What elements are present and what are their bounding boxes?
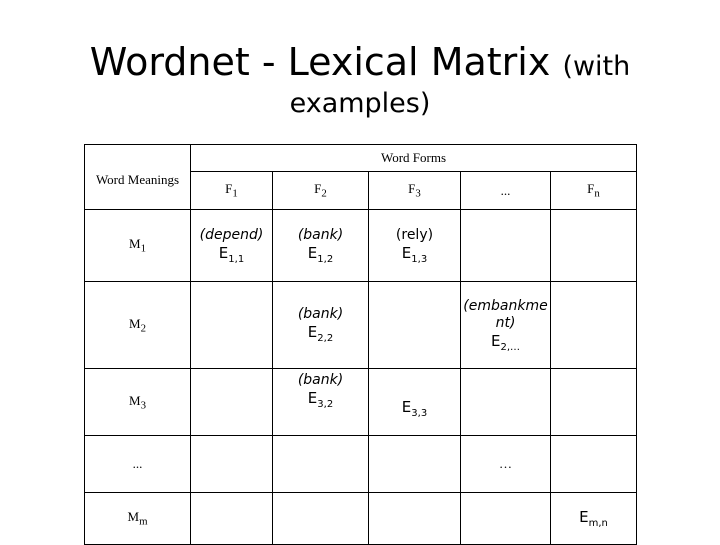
- cell-dots-f2: [273, 436, 369, 493]
- cell-dots-f3: [369, 436, 461, 493]
- cell-m2-f1: [191, 282, 273, 369]
- lexical-matrix-table: [84, 144, 637, 545]
- cell-m1-f2: (bank) $E_{1,2}$: [273, 210, 369, 282]
- cell-dots-fn: [551, 436, 637, 493]
- cell-m3-f3: $E_{3,3}$: [369, 369, 461, 436]
- cell-mm-f2: [273, 493, 369, 545]
- cell-m2-fdots: (embankme nt) $E_{2,\dots}$: [461, 282, 551, 369]
- corner-cell: [85, 145, 191, 172]
- row-header-ellipsis: ...: [85, 436, 191, 493]
- word-meanings-header: Word Meanings: [85, 172, 191, 210]
- row-header-mm: $M_m$: [85, 493, 191, 545]
- cell-mm-fdots: [461, 493, 551, 545]
- cell-m1-f3: (rely) $E_{1,3}$: [369, 210, 461, 282]
- row-header-m3: $M_3$: [85, 369, 191, 436]
- cell-m1-fdots: [461, 210, 551, 282]
- cell-m3-f2: (bank) $E_{3,2}$: [273, 369, 369, 436]
- cell-m1-fn: [551, 210, 637, 282]
- page-title-line2: examples): [289, 88, 431, 119]
- column-header-fn: $F_n$: [551, 172, 637, 210]
- cell-m3-fn: [551, 369, 637, 436]
- column-header-f1: $F_1$: [191, 172, 273, 210]
- column-header-f2: $F_2$: [273, 172, 369, 210]
- cell-m1-f1: (depend) $E_{1,1}$: [191, 210, 273, 282]
- column-header-f3: $F_3$: [369, 172, 461, 210]
- title-paren: (with: [562, 51, 631, 82]
- row-header-m1: $M_1$: [85, 210, 191, 282]
- cell-mm-f1: [191, 493, 273, 545]
- word-forms-header: Word Forms: [191, 145, 637, 172]
- cell-m2-fn: [551, 282, 637, 369]
- title-main: Wordnet - Lexical Matrix: [89, 40, 551, 84]
- cell-m2-f2: (bank) $E_{2,2}$: [273, 282, 369, 369]
- cell-dots-fdots: …: [461, 436, 551, 493]
- cell-mm-fn: $E_{m,n}$: [551, 493, 637, 545]
- column-header-ellipsis: ...: [461, 172, 551, 210]
- row-header-m2: $M_2$: [85, 282, 191, 369]
- cell-m3-f1: [191, 369, 273, 436]
- cell-m2-f3: [369, 282, 461, 369]
- cell-m3-fdots: [461, 369, 551, 436]
- cell-dots-f1: [191, 436, 273, 493]
- cell-mm-f3: [369, 493, 461, 545]
